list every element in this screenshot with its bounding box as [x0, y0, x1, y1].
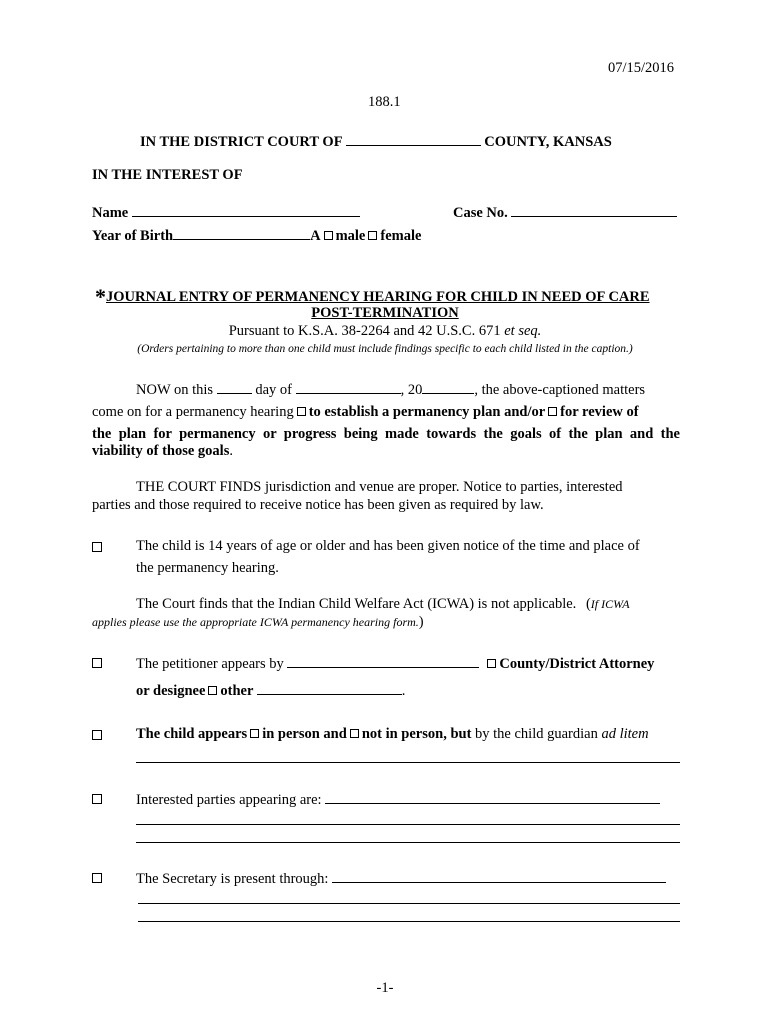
secretary-field-1[interactable]	[332, 869, 666, 883]
viability-text: viability of those goals	[92, 443, 230, 459]
icwa-note-start: If ICWA	[590, 597, 630, 611]
name-field[interactable]	[132, 203, 360, 217]
child-age-line1: The child is 14 years of age or older and has been given notice of the time and place of	[136, 538, 640, 554]
sex-prefix: A	[310, 228, 321, 244]
case-row	[453, 203, 677, 222]
title-text: JOURNAL ENTRY OF PERMANENCY HEARING FOR CHILD IN NEED OF CARE	[106, 289, 650, 305]
birth-label: Year of Birth	[92, 228, 174, 244]
finds-line1: THE COURT FINDS jurisdiction and venue are proper. Notice to parties, interested	[136, 479, 623, 495]
county-attorney-checkbox[interactable]	[487, 659, 496, 668]
child-appears-field[interactable]	[136, 762, 680, 763]
interested-field-3[interactable]	[136, 842, 680, 843]
ad-litem-text: ad litem	[601, 726, 649, 742]
interested-field-1[interactable]	[325, 790, 660, 804]
icwa-text: The Court finds that the Indian Child Welfare Act (ICWA) is not applicable.	[136, 596, 577, 612]
court-prefix: IN THE DISTRICT COURT OF	[140, 134, 343, 150]
icwa-line2: applies please use the appropriate ICWA permanency hearing form.)	[92, 614, 424, 630]
female-label: female	[380, 228, 422, 244]
not-in-person-text: not in person, but	[361, 726, 472, 742]
petitioner-line2	[136, 681, 405, 700]
secretary-field-2[interactable]	[138, 903, 680, 904]
child-appears-checkbox[interactable]	[92, 730, 102, 740]
birth-year-field[interactable]	[173, 226, 310, 240]
other-field[interactable]	[257, 681, 402, 695]
child-appears-label: The child appears	[136, 726, 248, 742]
birth-row	[92, 226, 421, 245]
case-label: Case No.	[453, 205, 508, 221]
name-label: Name	[92, 205, 129, 221]
year-prefix: , 20	[400, 382, 423, 398]
now-on-text: NOW on this	[136, 382, 214, 398]
male-label: male	[335, 228, 366, 244]
establish-text: to establish a permanency plan and/or	[308, 404, 546, 420]
by-gal-text: by the child guardian	[475, 726, 598, 742]
child-appears-line	[136, 726, 649, 743]
interested-label: Interested parties appearing are:	[136, 792, 322, 808]
other-text: other	[220, 683, 254, 699]
establish-plan-checkbox[interactable]	[297, 407, 306, 416]
secretary-checkbox[interactable]	[92, 873, 102, 883]
case-number-field[interactable]	[511, 203, 677, 217]
pursuant-line	[0, 323, 770, 340]
name-row	[92, 203, 360, 222]
in-person-checkbox[interactable]	[250, 729, 259, 738]
now-line4	[92, 443, 233, 460]
secretary-line	[136, 869, 666, 888]
court-suffix: COUNTY, KANSAS	[484, 134, 612, 150]
period: .	[401, 683, 406, 699]
review-text: for review of	[560, 404, 639, 420]
petitioner-field[interactable]	[287, 654, 479, 668]
form-date: 07/15/2016	[608, 60, 675, 76]
secretary-field-3[interactable]	[138, 921, 680, 922]
male-checkbox[interactable]	[324, 231, 333, 240]
child-age-line2: the permanency hearing.	[136, 560, 279, 576]
county-field[interactable]	[346, 132, 481, 146]
now-line1	[136, 380, 645, 399]
page-number: -1-	[376, 980, 394, 996]
review-plan-checkbox[interactable]	[548, 407, 557, 416]
secretary-label: The Secretary is present through:	[136, 871, 329, 887]
day-of-text: day of	[255, 382, 292, 398]
designee-text: or designee	[136, 683, 206, 699]
interested-line	[136, 790, 660, 809]
petitioner-line1	[136, 654, 654, 673]
female-checkbox[interactable]	[368, 231, 377, 240]
icwa-note-end: applies please use the appropriate ICWA permanency hearing form.	[92, 615, 419, 629]
court-heading	[140, 132, 612, 151]
now-line2	[92, 404, 639, 421]
et-seq: et seq.	[504, 323, 542, 339]
caption-note: (Orders pertaining to more than one child must include findings specific to each child listed in the caption.)	[137, 343, 633, 355]
in-person-text: in person and	[262, 726, 347, 742]
icwa-line1: The Court finds that the Indian Child Welfare Act (ICWA) is not applicable. (If ICWA	[136, 596, 630, 612]
interest-of: IN THE INTEREST OF	[92, 167, 243, 183]
interested-parties-checkbox[interactable]	[92, 794, 102, 804]
matters-text: , the above-captioned matters	[474, 382, 646, 398]
interested-field-2[interactable]	[136, 824, 680, 825]
county-attorney-text: County/District Attorney	[499, 656, 655, 672]
finds-line2: parties and those required to receive notice has been given as required by law.	[92, 497, 544, 513]
petitioner-label: The petitioner appears by	[136, 656, 284, 672]
period: .	[229, 443, 233, 459]
year-field[interactable]	[422, 380, 474, 394]
title-line2: POST-TERMINATION	[311, 305, 459, 321]
form-number: 188.1	[368, 94, 401, 110]
not-in-person-checkbox[interactable]	[350, 729, 359, 738]
day-field[interactable]	[217, 380, 252, 394]
pursuant-text: Pursuant to K.S.A. 38-2264 and 42 U.S.C. 671	[228, 323, 501, 339]
month-field[interactable]	[296, 380, 401, 394]
come-on-text: come on for a permanency hearing	[92, 404, 294, 420]
other-checkbox[interactable]	[208, 686, 217, 695]
child-age-checkbox[interactable]	[92, 542, 102, 552]
petitioner-checkbox[interactable]	[92, 658, 102, 668]
now-line3: the plan for permanency or progress being made towards the goals of the plan and the	[92, 426, 680, 442]
title-asterisk: *	[95, 284, 106, 309]
